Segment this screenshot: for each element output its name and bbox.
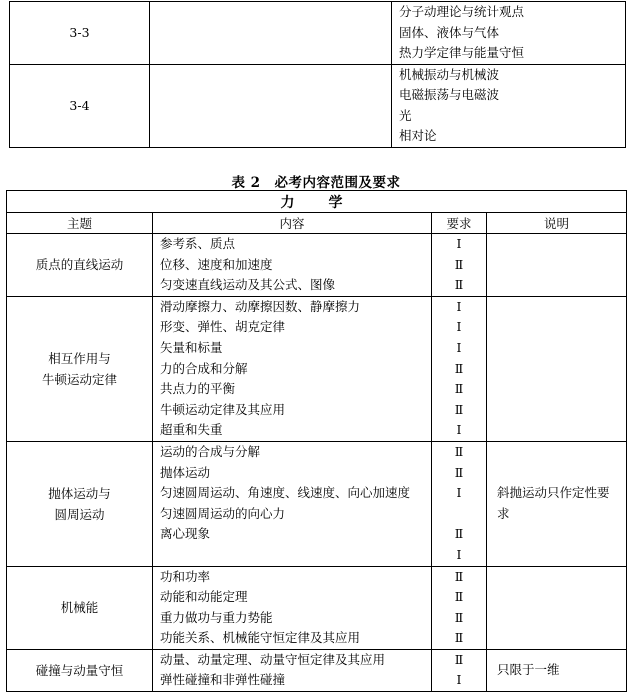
module-items-cell [392,2,626,65]
requirement-cell [432,234,487,297]
content-item: 弹性碰撞和非弹性碰撞 [160,672,286,688]
content-item: 超重和失重 [160,422,223,438]
content-item: 力的合成和分解 [160,360,248,376]
topic-cell [7,441,153,566]
requirement-level: Ⅱ [454,360,464,376]
content-item: 位移、速度和加速度 [160,256,273,272]
content-item: 匀变速直线运动及其公式、图像 [160,277,336,293]
requirement-level: Ⅱ [454,630,464,646]
requirement-level: Ⅱ [454,401,464,417]
requirement-level: Ⅰ [456,546,462,562]
content-cell [153,234,432,297]
requirement-level: Ⅰ [456,298,462,314]
content-item: 匀速圆周运动的向心力 [160,505,286,521]
requirement-cell [432,296,487,441]
requirement-level: Ⅱ [454,277,464,293]
topic-label: 牛顿运动定律 [41,371,117,387]
content-item: 形变、弹性、胡克定律 [160,319,286,335]
header-content: 内容 [153,213,432,234]
requirement-level: Ⅰ [456,319,462,335]
topic-row [7,566,627,649]
requirement-level: Ⅰ [456,672,462,688]
content-item: 功能关系、机械能守恒定律及其应用 [160,630,361,646]
content-cell [153,441,432,566]
topic-row [7,234,627,297]
requirement-level: Ⅱ [454,589,464,605]
requirement-level: Ⅰ [456,339,462,355]
content-item: 滑动摩擦力、动摩擦因数、静摩擦力 [160,298,361,314]
header-row [7,213,627,234]
module-items-cell [392,64,626,147]
note-cell [487,441,627,566]
module-item: 光 [399,107,412,123]
requirement-level: Ⅱ [454,651,464,667]
module-row [10,64,626,147]
requirement-level: Ⅱ [454,526,464,542]
content-item: 离心现象 [160,526,211,542]
content-item: 共点力的平衡 [160,381,236,397]
module-item: 电磁振荡与电磁波 [399,87,500,102]
content-item: 重力做功与重力势能 [160,609,273,625]
module-item: 分子动理论与统计观点 [399,4,525,19]
requirement-level: Ⅰ [456,422,462,438]
topic-label: 抛体运动与 [48,485,111,501]
requirement-level: Ⅰ [456,236,462,251]
content-cell [153,649,432,691]
note-cell [487,649,627,691]
header-requirement: 要求 [432,213,487,234]
topic-label: 相互作用与 [48,350,111,366]
content-item: 功和功率 [160,568,211,584]
top-table [9,1,626,148]
header-topic: 主题 [7,213,153,234]
note-cell [487,234,627,297]
requirement-cell [432,441,487,566]
header-note: 说明 [487,213,627,234]
note-cell [487,566,627,649]
requirement-level: Ⅱ [454,609,464,625]
table-caption: 表 2 必考内容范围及要求 [231,175,401,191]
content-item: 动能和动能定理 [160,589,248,605]
content-item: 参考系、质点 [160,236,236,251]
requirement-cell [432,649,487,691]
note-text: 斜抛运动只作定性要求 [497,485,610,521]
topic-cell [7,566,153,649]
content-item: 动量、动量定理、动量守恒定律及其应用 [160,651,386,667]
empty-cell [150,2,392,65]
requirement-level: Ⅰ [456,485,462,501]
requirements-table [6,190,627,692]
topic-label: 碰撞与动量守恒 [35,662,124,678]
note-cell [487,296,627,441]
content-item: 牛顿运动定律及其应用 [160,401,286,417]
note-text: 只限于一维 [497,662,560,678]
requirement-level: Ⅱ [454,381,464,397]
empty-cell [150,64,392,147]
topic-row [7,296,627,441]
requirement-level: Ⅱ [454,568,464,584]
module-cell: 3-3 [10,2,150,65]
requirement-cell [432,566,487,649]
section-title: 力 学 [7,191,627,213]
topic-label: 质点的直线运动 [35,257,124,273]
requirement-level: Ⅱ [454,256,464,272]
module-item: 固体、液体与气体 [399,24,500,40]
topic-cell [7,296,153,441]
topic-row [7,441,627,566]
requirement-level: Ⅱ [454,443,464,459]
requirement-level: Ⅱ [454,464,464,480]
topic-label: 机械能 [60,600,99,616]
content-item: 抛体运动 [160,464,211,480]
topic-cell [7,234,153,297]
content-item: 匀速圆周运动、角速度、线速度、向心加速度 [160,485,411,501]
topic-cell [7,649,153,691]
module-cell: 3-4 [10,64,150,147]
content-item: 矢量和标量 [160,339,223,355]
topic-row [7,649,627,691]
module-item: 机械振动与机械波 [399,66,500,82]
topic-label: 圆周运动 [54,506,105,522]
module-row [10,2,626,65]
module-item: 相对论 [399,128,437,143]
content-item: 运动的合成与分解 [160,443,261,459]
content-cell [153,296,432,441]
module-item: 热力学定律与能量守恒 [399,45,525,60]
section-row [7,191,627,213]
content-cell [153,566,432,649]
